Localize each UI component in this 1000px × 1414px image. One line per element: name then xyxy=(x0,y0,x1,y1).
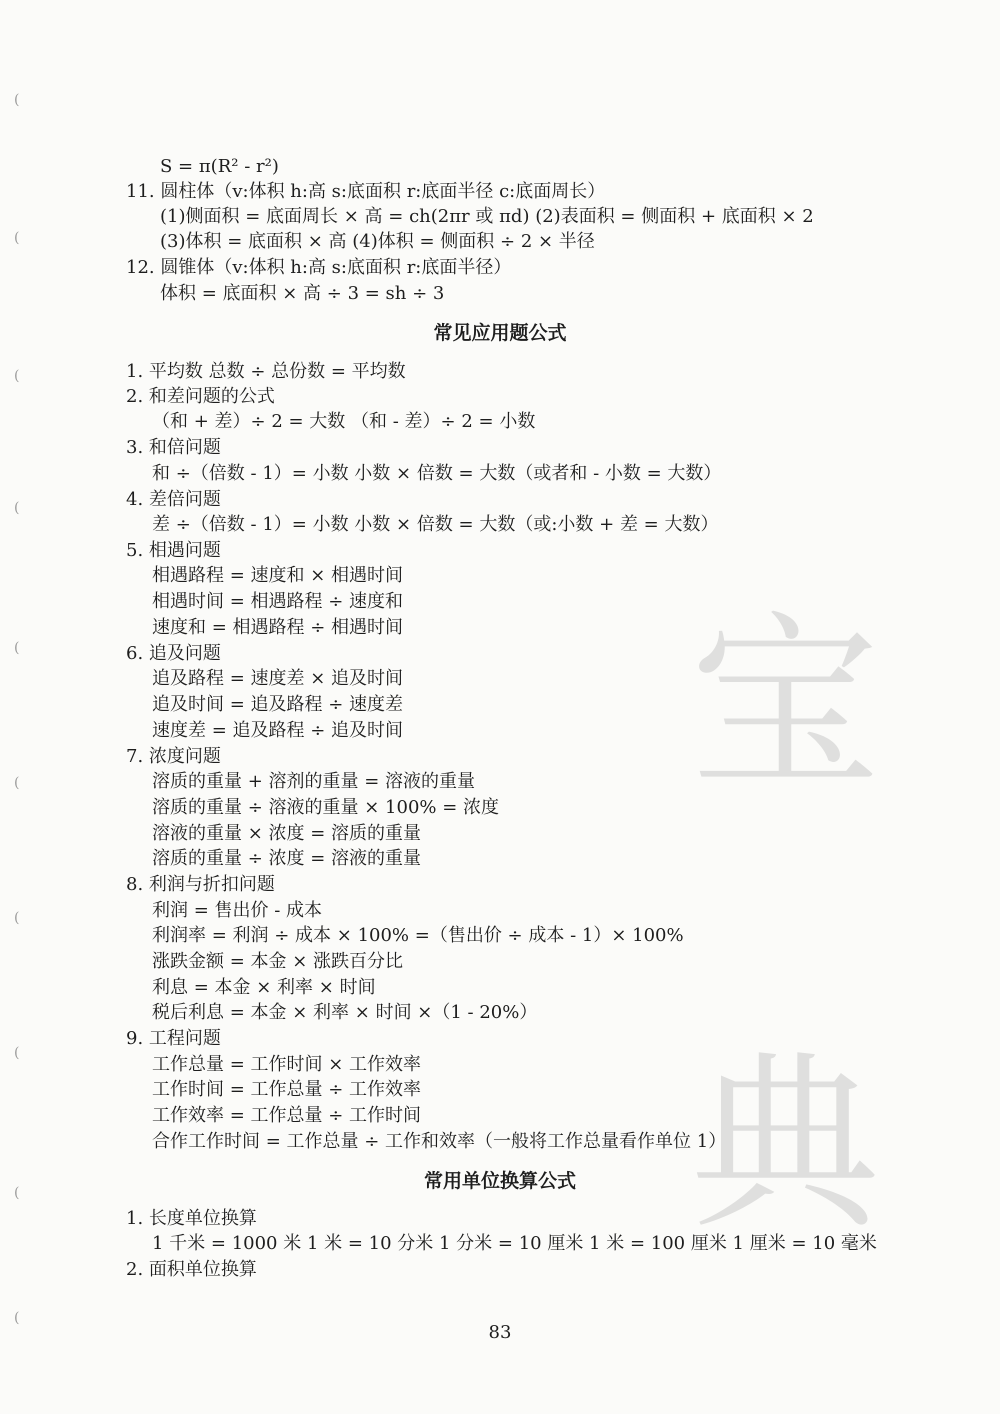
watermark-glyph-1: 宝 xyxy=(690,594,881,815)
formula-line: 9. 工程问题 xyxy=(126,1028,221,1049)
formula-line: 2. 面积单位换算 xyxy=(126,1259,257,1280)
formula-line: 5. 相遇问题 xyxy=(126,540,221,561)
formula-line: 4. 差倍问题 xyxy=(126,489,221,510)
formula-line: 溶液的重量 × 浓度 = 溶质的重量 xyxy=(152,823,422,844)
formula-line: 和 ÷（倍数 - 1）= 小数 小数 × 倍数 = 大数（或者和 - 小数 = 大数） xyxy=(152,463,722,484)
formula-line: 8. 利润与折扣问题 xyxy=(126,874,275,895)
formula-line: 速度差 = 追及路程 ÷ 追及时间 xyxy=(152,720,404,741)
binding-mark: ( xyxy=(14,368,20,384)
formula-line: （和 + 差）÷ 2 = 大数 （和 - 差）÷ 2 = 小数 xyxy=(152,411,536,432)
binding-mark: ( xyxy=(14,640,20,656)
binding-mark: ( xyxy=(14,910,20,926)
formula-line: 利息 = 本金 × 利率 × 时间 xyxy=(152,977,376,998)
formula-line: (1)侧面积 = 底面周长 × 高 = ch(2πr 或 πd) (2)表面积 = 侧面积 + 底面积 × 2 xyxy=(160,206,814,227)
formula-line: 1. 平均数 总数 ÷ 总份数 = 平均数 xyxy=(126,361,406,382)
formula-line: (3)体积 = 底面积 × 高 (4)体积 = 侧面积 ÷ 2 × 半径 xyxy=(160,231,595,252)
formula-line: 合作工作时间 = 工作总量 ÷ 工作和效率（一般将工作总量看作单位 1） xyxy=(152,1131,727,1152)
binding-mark: ( xyxy=(14,230,20,246)
formula-line: 3. 和倍问题 xyxy=(126,437,221,458)
formula-line: 利润 = 售出价 - 成本 xyxy=(152,900,323,921)
formula-line: 工作总量 = 工作时间 × 工作效率 xyxy=(152,1054,422,1075)
formula-line: 12. 圆锥体（v:体积 h:高 s:底面积 r:底面半径） xyxy=(126,257,512,278)
binding-mark: ( xyxy=(14,775,20,791)
binding-mark: ( xyxy=(14,92,20,108)
formula-line: 体积 = 底面积 × 高 ÷ 3 = sh ÷ 3 xyxy=(160,283,445,304)
formula-line: 追及路程 = 速度差 × 追及时间 xyxy=(152,668,404,689)
formula-line: 相遇路程 = 速度和 × 相遇时间 xyxy=(152,565,404,586)
formula-line: 追及时间 = 追及路程 ÷ 速度差 xyxy=(152,694,404,715)
formula-line: 溶质的重量 + 溶剂的重量 = 溶液的重量 xyxy=(152,771,476,792)
formula-line: 工作时间 = 工作总量 ÷ 工作效率 xyxy=(152,1079,422,1100)
watermark-glyph-2: 典 xyxy=(690,1034,881,1255)
section-heading-applications: 常见应用题公式 xyxy=(433,322,567,344)
formula-line: 1. 长度单位换算 xyxy=(126,1208,257,1229)
formula-line: 2. 和差问题的公式 xyxy=(126,386,275,407)
formula-line: 速度和 = 相遇路程 ÷ 相遇时间 xyxy=(152,617,404,638)
formula-line: 工作效率 = 工作总量 ÷ 工作时间 xyxy=(152,1105,422,1126)
formula-line: 利润率 = 利润 ÷ 成本 × 100% =（售出价 ÷ 成本 - 1）× 100% xyxy=(152,925,684,946)
formula-line: 涨跌金额 = 本金 × 涨跌百分比 xyxy=(152,951,404,972)
formula-line: 6. 追及问题 xyxy=(126,643,221,664)
binding-mark: ( xyxy=(14,1045,20,1061)
section-heading-units: 常用单位换算公式 xyxy=(423,1170,576,1192)
binding-mark: ( xyxy=(14,500,20,516)
page-number: 83 xyxy=(488,1322,512,1343)
binding-mark: ( xyxy=(14,1310,20,1326)
formula-line: 溶质的重量 ÷ 浓度 = 溶液的重量 xyxy=(152,848,422,869)
formula-line: 溶质的重量 ÷ 溶液的重量 × 100% = 浓度 xyxy=(152,797,500,818)
formula-line: S = π(R² - r²) xyxy=(160,156,279,177)
formula-line: 税后利息 = 本金 × 利率 × 时间 ×（1 - 20%） xyxy=(152,1002,538,1023)
formula-line: 差 ÷（倍数 - 1）= 小数 小数 × 倍数 = 大数（或:小数 + 差 = 大数） xyxy=(152,514,719,535)
formula-line: 1 千米 = 1000 米 1 米 = 10 分米 1 分米 = 10 厘米 1 米 = 100 厘米 1 厘米 = 10 毫米 xyxy=(152,1233,877,1254)
binding-mark: ( xyxy=(14,1185,20,1201)
formula-line: 相遇时间 = 相遇路程 ÷ 速度和 xyxy=(152,591,404,612)
formula-line: 11. 圆柱体（v:体积 h:高 s:底面积 r:底面半径 c:底面周长） xyxy=(126,181,606,202)
formula-line: 7. 浓度问题 xyxy=(126,746,221,767)
